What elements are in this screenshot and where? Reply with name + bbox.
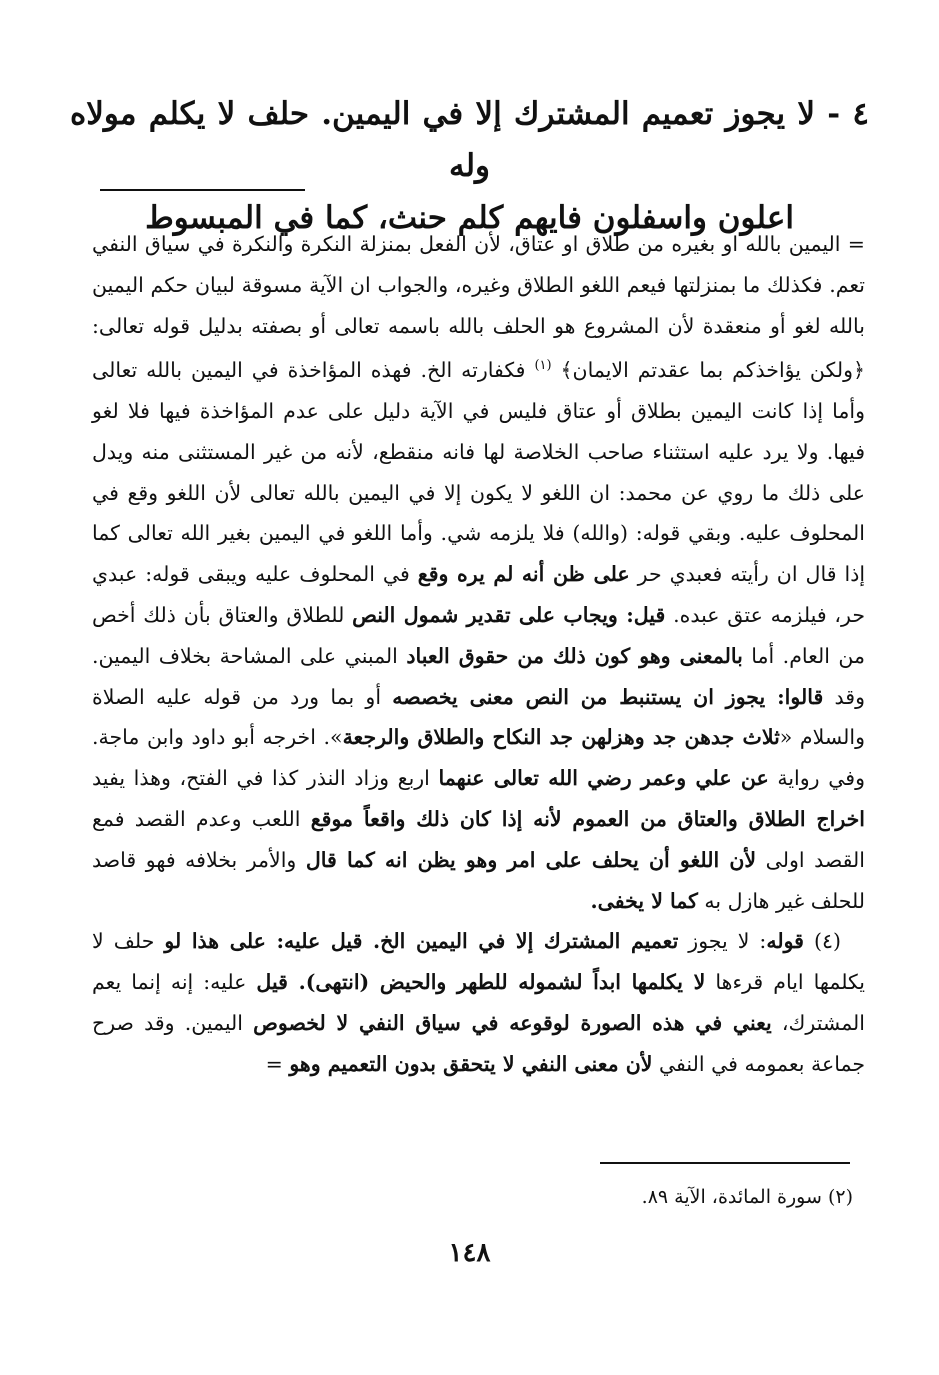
bold-run: لأن معنى النفي لا يتحقق بدون التعميم وهو <box>289 1051 653 1076</box>
bold-run: قالوا: يجوز ان يستنبط من النص معنى يخصصه <box>392 684 824 709</box>
text-run: = اليمين بالله او بغيره من طلاق او عتاق، لأن الفعل بمنزلة النكرة والنكرة في سياق النفي تعم. فكذلك ما بمنزلتها فيعم اللغو الطلاق وغيره، والجواب ان الآية مسوقة لبيان حكم اليمين بالله لغو أو منعقدة لأن المشروع هو الحلف بالله باسمه تعالى أو بصفته بدليل قوله تعالى: ﴿ولكن يؤاخذكم بما عقدتم الايمان﴾ <box>92 232 866 383</box>
main-text-line: ٤ - لا يجوز تعميم المشترك إلا في اليمين. حلف لا يكلم مولاه وله <box>70 96 869 184</box>
footnote: (٢) سورة المائدة، الآية ٨٩. <box>641 1186 853 1208</box>
text-run: ». اخرجه أبو داود وابن ماجة. وفي رواية <box>92 725 865 791</box>
text-run: أو بما ورد من قوله عليه الصلاة والسلام « <box>92 684 865 750</box>
bold-run: على ظن أنه لم يره وقع <box>417 562 630 587</box>
text-run: عليه: إنه إنما يعم المشترك، <box>92 970 865 1035</box>
text-run: اربع وزاد النذر كذا في الفتح، وهذا يفيد <box>92 766 439 791</box>
text-run: حلف لا يكلمها ايام قرءها <box>92 929 866 995</box>
note-number: (٤) <box>803 929 842 954</box>
bold-run: قوله <box>766 929 804 954</box>
bold-run: لا يكلمها ابداً لشموله للطهر والحيض (انتهى). قيل <box>256 970 706 995</box>
text-run: اليمين. وقد صرح جماعة بعمومه في النفي <box>92 1010 865 1076</box>
bold-run: عن علي وعمر رضي الله تعالى عنهما <box>438 766 769 791</box>
text-run: فكفارته الخ. فهذه المؤاخذة في اليمين بالله تعالى وأما إذا كانت اليمين بطلاق أو عتاق فليس في الآية دليل على عدم المؤاخذة فيها فلا لغو فيها. ولا يرد عليه استثناء صاحب الخلاصة لها فانه منقطع، لأنه من غير المستثنى منه ويدل على ذلك ما روي عن محمد: ان اللغو لا يكون إلا في اليمين بالله تعالى لأن اللغو وقع في المحلوف عليه. وبقي قوله: (والله) فلا يلزمه شي. وأما اللغو في اليمين بغير الله تعالى كما إذا قال ان رأيته فعبدي حر <box>92 358 866 587</box>
bold-run: كما لا يخفى. <box>590 888 698 913</box>
bold-run: ثلاث جدهن جد وهزلهن جد النكاح والطلاق والرجعة <box>342 725 780 750</box>
bold-run: يعني في هذه الصورة لوقوعه في سياق النفي لا لخصوص <box>253 1010 772 1035</box>
bold-run: قيل: ويجاب على تقدير شمول النص <box>352 603 666 627</box>
text-run: = <box>265 1051 290 1076</box>
commentary <box>92 224 865 1085</box>
text-run: للطلاق والعتاق بأن ذلك أخص من العام. أما <box>92 603 866 668</box>
commentary-paragraph <box>92 921 865 1084</box>
text-run: والأمر بخلافه فهو قاصد للحلف غير هازل به <box>92 847 865 913</box>
bold-run: لأن اللغو أن يحلف على امر وهو يظن انه كما قال <box>305 847 757 872</box>
bold-run: بالمعنى وهو كون ذلك من حقوق العباد <box>406 643 743 668</box>
footnote-marker: (١) <box>534 358 552 374</box>
main-text-line: اعلون واسفلون فايهم كلم حنث، كما في المبسوط <box>145 200 794 236</box>
page-number: ١٤٨ <box>448 1238 491 1268</box>
divider <box>100 189 305 191</box>
text-run: : لا يجوز <box>678 929 767 954</box>
bold-run: اخراج الطلاق والعتاق من العموم لأنه إذا كان ذلك واقعاً موقع <box>310 806 865 831</box>
footnote-divider <box>600 1162 850 1164</box>
commentary-paragraph <box>92 224 865 921</box>
text-run: المبني على المشاحة بخلاف اليمين. وقد <box>92 643 865 709</box>
bold-run: تعميم المشترك إلا في اليمين الخ. قيل عليه: على هذا لو <box>164 929 679 954</box>
text-run: اللعب وعدم القصد فمع القصد اولى <box>92 806 865 872</box>
main-text <box>70 88 869 244</box>
text-run: في المحلوف عليه ويبقى قوله: عبدي حر، فيلزمه عتق عبده. <box>92 562 866 627</box>
